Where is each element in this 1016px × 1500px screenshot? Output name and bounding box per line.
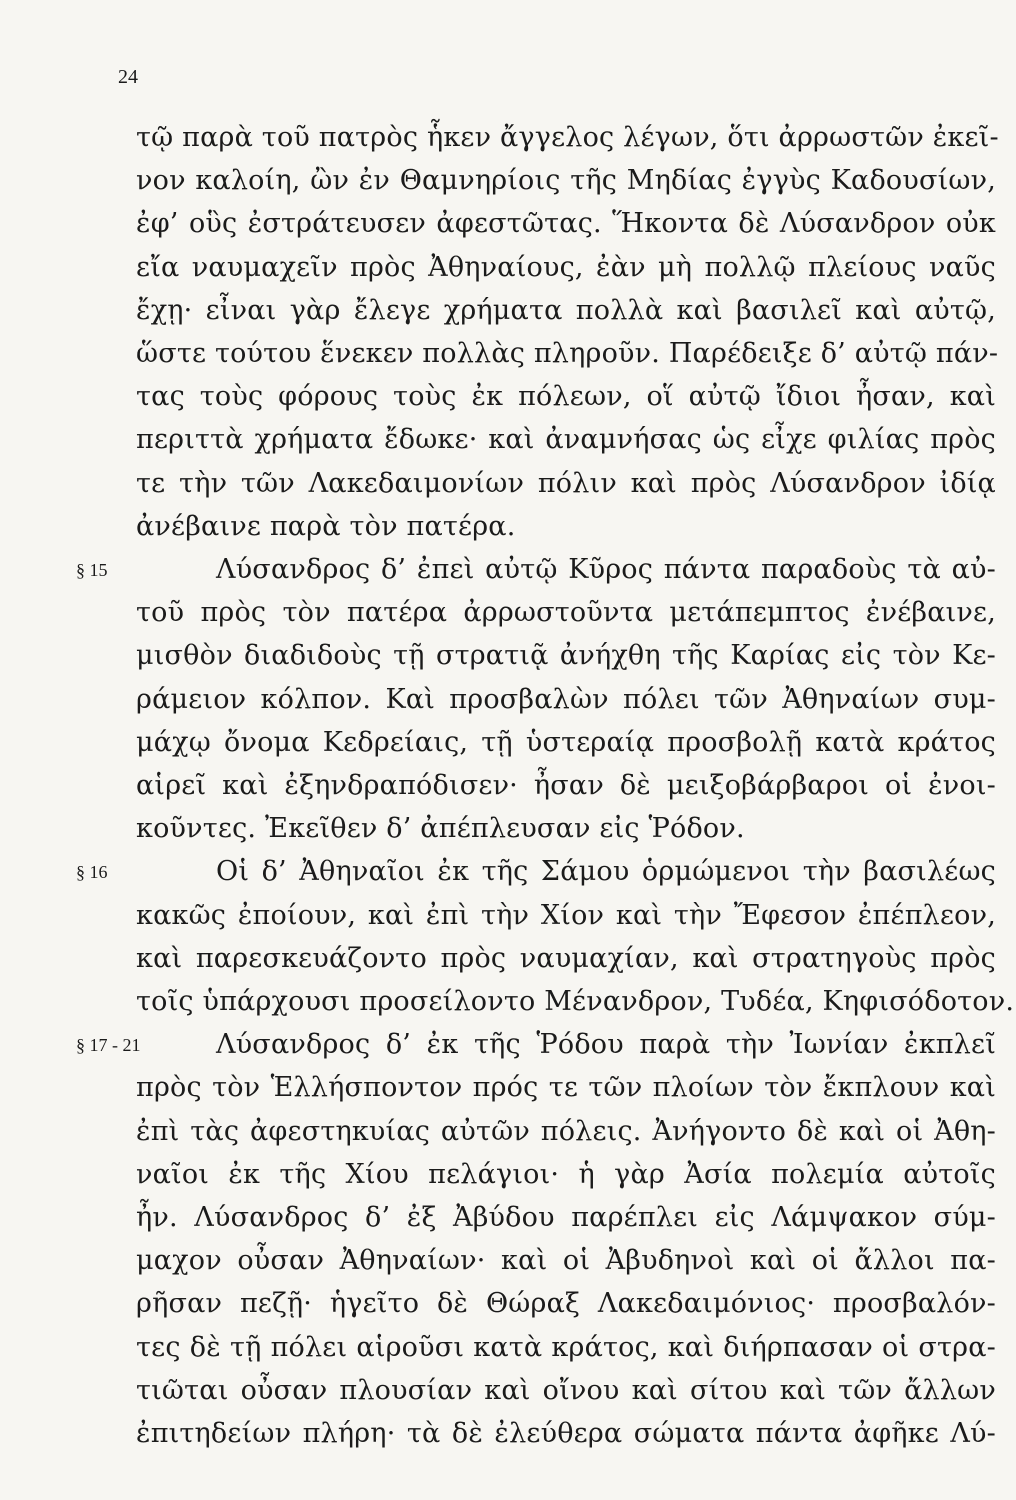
- section-marker: § 16: [76, 862, 108, 883]
- text-line: Λύσανδρος δ’ ἐκ τῆς Ῥόδου παρὰ τὴν Ἰωνίαν ἐκπλεῖ: [216, 1029, 996, 1061]
- text-line: ὥστε τούτου ἕνεκεν πολλὰς πληροῦν. Παρέδειξε δ’ αὐτῷ πάν-: [136, 338, 999, 369]
- text-line: μισθὸν διαδιδοὺς τῇ στρατιᾷ ἀνήχθη τῆς Καρίας εἰς τὸν Κε-: [136, 640, 996, 672]
- text-line: Λύσανδρος δ’ ἐπεὶ αὐτῷ Κῦρος πάντα παραδοὺς τὰ αὐ-: [216, 554, 996, 585]
- text-line: τοῖς ὑπάρχουσι προσείλοντο Μένανδρον, Τυδέα, Κηφισόδοτον.: [136, 986, 1015, 1017]
- text-line: τοῦ πρὸς τὸν πατέρα ἀρρωστοῦντα μετάπεμπτος ἐνέβαινε,: [136, 597, 996, 629]
- page-number: 24: [118, 66, 138, 88]
- text-line: τῷ παρὰ τοῦ πατρὸς ἧκεν ἄγγελος λέγων, ὅτι ἀρρωστῶν ἐκεῖ-: [136, 122, 999, 153]
- text-line: κοῦντες. Ἐκεῖθεν δ’ ἀπέπλευσαν εἰς Ῥόδον.: [136, 813, 745, 845]
- text-line: εἴα ναυμαχεῖν πρὸς Ἀθηναίους, ἐὰν μὴ πολλῷ πλείους ναῦς: [136, 251, 996, 283]
- text-line: πρὸς τὸν Ἑλλήσποντον πρός τε τῶν πλοίων τὸν ἔκπλουν καὶ: [136, 1072, 996, 1104]
- text-line: ἐπὶ τὰς ἀφεστηκυίας αὐτῶν πόλεις. Ἀνήγοντο δὲ καὶ οἱ Ἀθη-: [136, 1115, 996, 1147]
- text-line: τες δὲ τῇ πόλει αἱροῦσι κατὰ κράτος, καὶ διήρπασαν οἱ στρα-: [136, 1331, 996, 1363]
- text-line: τας τοὺς φόρους τοὺς ἐκ πόλεων, οἵ αὐτῷ ἴδιοι ἦσαν, καὶ: [136, 381, 996, 413]
- text-line: μάχῳ ὄνομα Κεδρείαις, τῇ ὑστεραίᾳ προσβολῇ κατὰ κράτος: [136, 726, 996, 758]
- text-line: ἀνέβαινε παρὰ τὸν πατέρα.: [136, 510, 516, 542]
- text-line: ναῖοι ἐκ τῆς Χίου πελάγιοι· ἡ γὰρ Ἀσία πολεμία αὐτοῖς: [136, 1158, 996, 1190]
- text-line: Οἱ δ’ Ἀθηναῖοι ἐκ τῆς Σάμου ὁρμώμενοι τὴν βασιλέως: [216, 856, 996, 888]
- text-line: ρῆσαν πεζῇ· ἡγεῖτο δὲ Θώραξ Λακεδαιμόνιος· προσβαλόν-: [136, 1288, 996, 1320]
- text-line: ἐπιτηδείων πλήρη· τὰ δὲ ἐλεύθερα σώματα πάντα ἀφῆκε Λύ-: [136, 1418, 996, 1449]
- text-line: κακῶς ἐποίουν, καὶ ἐπὶ τὴν Χίον καὶ τὴν Ἔφεσον ἐπέπλεον,: [136, 899, 996, 931]
- text-line: ἔχῃ· εἶναι γὰρ ἔλεγε χρήματα πολλὰ καὶ βασιλεῖ καὶ αὐτῷ,: [136, 294, 996, 326]
- text-line: ἦν. Λύσανδρος δ’ ἐξ Ἀβύδου παρέπλει εἰς Λάμψακον σύμ-: [136, 1202, 996, 1233]
- text-line: αἱρεῖ καὶ ἐξηνδραπόδισεν· ἦσαν δὲ μειξοβάρβαροι οἱ ἐνοι-: [136, 770, 996, 801]
- text-line: μαχον οὖσαν Ἀθηναίων· καὶ οἱ Ἀβυδηνοὶ καὶ οἱ ἄλλοι πα-: [136, 1245, 996, 1277]
- section-marker: § 15: [76, 560, 108, 580]
- text-line: νον καλοίη, ὢν ἐν Θαμνηρίοις τῆς Μηδίας ἐγγὺς Καδουσίων,: [136, 165, 996, 197]
- text-line: ράμειον κόλπον. Καὶ προσβαλὼν πόλει τῶν Ἀθηναίων συμ-: [136, 683, 996, 715]
- text-line: τιῶται οὖσαν πλουσίαν καὶ οἴνου καὶ σίτου καὶ τῶν ἄλλων: [136, 1374, 996, 1406]
- text-line: καὶ παρεσκευάζοντο πρὸς ναυμαχίαν, καὶ στρατηγοὺς πρὸς: [136, 942, 996, 974]
- text-line: ἐφ’ οὓς ἐστράτευσεν ἀφεστῶτας. Ἥκοντα δὲ Λύσανδρον οὐκ: [136, 208, 996, 240]
- text-line: περιττὰ χρήματα ἔδωκε· καὶ ἀναμνήσας ὡς εἶχε φιλίας πρὸς: [136, 424, 996, 456]
- section-marker: § 17 - 21: [76, 1035, 141, 1056]
- text-line: τε τὴν τῶν Λακεδαιμονίων πόλιν καὶ πρὸς Λύσανδρον ἰδίᾳ: [136, 467, 996, 499]
